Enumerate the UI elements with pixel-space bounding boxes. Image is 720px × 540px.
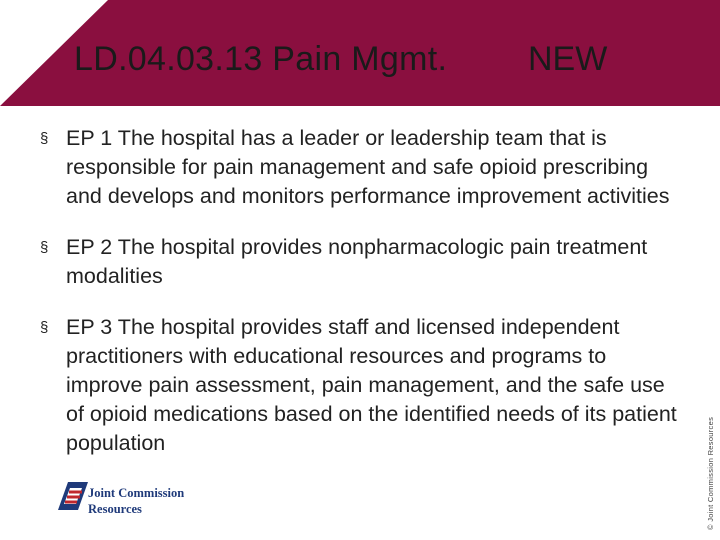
bullet-text: EP 1 The hospital has a leader or leadership team that is responsible for pain management and safe opioid prescribing and develops and monitors performance improvement activities bbox=[66, 126, 670, 208]
bullet-item-ep3 bbox=[40, 313, 680, 458]
bullet-item-ep2 bbox=[40, 233, 680, 291]
bullet-item-ep1 bbox=[40, 124, 680, 211]
bullet-text: EP 2 The hospital provides nonpharmacologic pain treatment modalities bbox=[66, 235, 648, 288]
joint-commission-logo bbox=[58, 478, 198, 520]
bullet-marker-icon: § bbox=[40, 319, 49, 336]
logo-flag-icon bbox=[58, 480, 88, 510]
bullet-text: EP 3 The hospital provides staff and licensed independent practitioners with educational resources and programs to improve pain assessment, pain management, and the safe use of opioid medications based on the identified needs of its patient population bbox=[66, 315, 677, 455]
bullet-marker-icon: § bbox=[40, 239, 49, 256]
bullet-marker-icon: § bbox=[40, 130, 49, 147]
slide-title: LD.04.03.13 Pain Mgmt. bbox=[74, 40, 448, 78]
logo-line-1: Joint Commission bbox=[88, 486, 185, 500]
logo-line-2: Resources bbox=[88, 502, 142, 516]
new-label: NEW bbox=[528, 40, 608, 78]
slide-header bbox=[0, 0, 720, 106]
bullet-list bbox=[40, 124, 680, 480]
copyright-notice: © Joint Commission Resources bbox=[706, 416, 715, 530]
